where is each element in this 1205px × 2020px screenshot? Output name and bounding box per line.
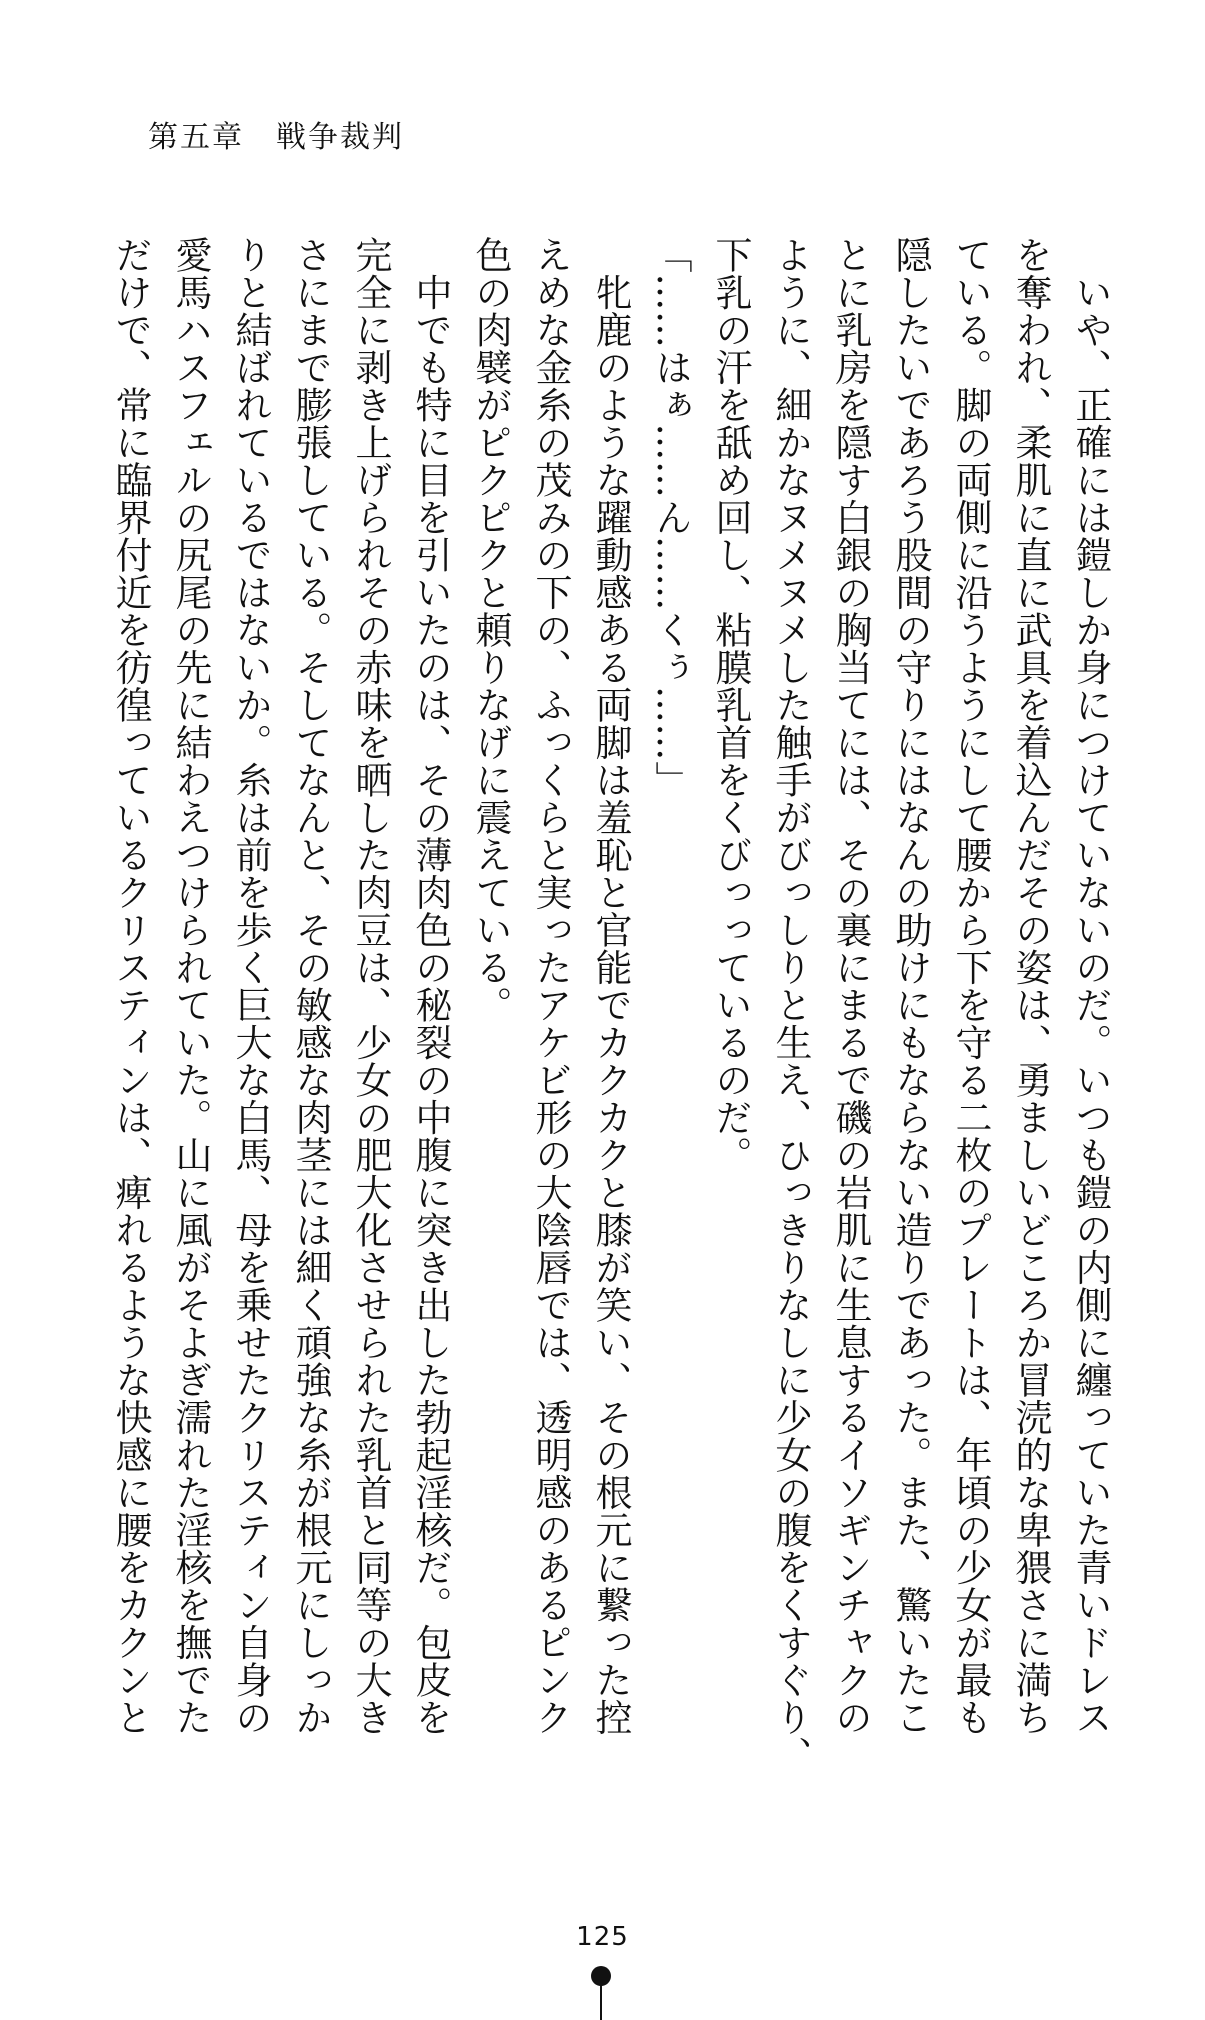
text-column: を奪われ、柔肌に直に武具を着込んだその姿は、勇ましいどころか冒涜的な卑猥さに満ち — [1009, 236, 1052, 1736]
text-column: 牝鹿のような躍動感ある両脚は羞恥と官能でカクカクと膝が笑い、その根元に繋った控 — [589, 236, 632, 1736]
text-column: いや、正確には鎧しか身につけていないのだ。いつも鎧の内側に纏っていた青いドレス — [1069, 236, 1112, 1736]
vertical-body-text — [109, 236, 1112, 1816]
text-column: とに乳房を隠す白銀の胸当てには、その裏にまるで磯の岩肌に生息するイソギンチャクの — [829, 236, 872, 1736]
text-column: さにまで膨張している。そしてなんと、その敏感な肉茎には細く頑強な糸が根元にしっか — [289, 236, 332, 1736]
text-column: ている。脚の両側に沿うようにして腰から下を守る二枚のプレートは、年頃の少女が最も — [949, 236, 992, 1736]
text-column: ように、細かなヌメヌメした触手がびっしりと生え、ひっきりなしに少女の腹をくすぐり、 — [769, 236, 812, 1774]
dialogue-column: 「……はぁ……ん……くぅ……」 — [649, 236, 692, 799]
page-number: 125 — [576, 1922, 629, 1952]
text-column: 愛馬ハスフェルの尻尾の先に結わえつけられていた。山に風がそよぎ濡れた淫核を撫でた — [169, 236, 212, 1736]
text-column: 完全に剥き上げられその赤味を晒した肉豆は、少女の肥大化させられた乳首と同等の大き — [349, 236, 392, 1736]
text-column: 下乳の汗を舐め回し、粘膜乳首をくびっっているのだ。 — [709, 236, 752, 1174]
text-column: 色の肉襞がピクピクと頼りなげに震えている。 — [469, 236, 512, 1024]
text-column: えめな金糸の茂みの下の、ふっくらと実ったアケビ形の大陰唇では、透明感のあるピンク — [529, 236, 572, 1736]
page-marker-stem — [600, 1984, 602, 2020]
text-column: だけで、常に臨界付近を彷徨っているクリスティンは、痺れるような快感に腰をカクンと — [109, 236, 152, 1736]
chapter-running-head: 第五章 戦争裁判 — [148, 120, 404, 155]
text-column: 隠したいであろう股間の守りにはなんの助けにもならない造りであった。また、驚いたこ — [889, 236, 932, 1736]
page-marker-dot — [591, 1966, 611, 1986]
text-column: りと結ばれているではないか。糸は前を歩く巨大な白馬、母を乗せたクリスティン自身の — [229, 236, 272, 1736]
text-column: 中でも特に目を引いたのは、その薄肉色の秘裂の中腹に突き出した勃起淫核だ。包皮を — [409, 236, 452, 1736]
